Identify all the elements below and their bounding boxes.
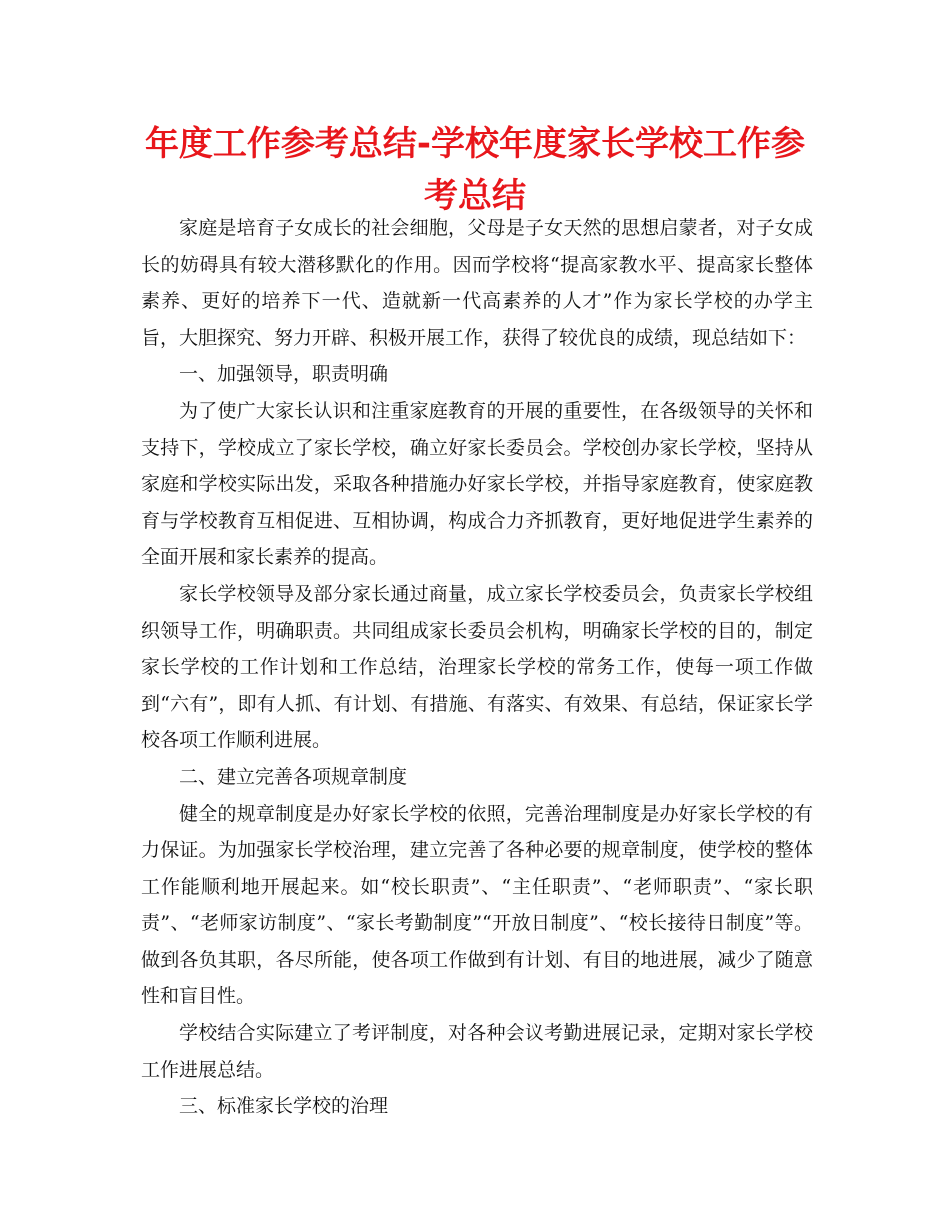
document-title: 年度工作参考总结-学校年度家长学校工作参考总结 xyxy=(144,124,806,216)
section-heading-1: 一、加强领导，职责明确 xyxy=(179,363,389,386)
section-heading-3: 三、标准家长学校的治理 xyxy=(179,1095,389,1118)
paragraph: 健全的规章制度是办好家长学校的依照，完善治理制度是办好家长学校的有力保证。为加强家长学校治理，建立完善了各种必要的规章制度，使学校的整体工作能顺利地开展起来。如“校长职责”、“主任职责”、“老师职责”、“家长职责”、“老师家访制度”、“家长考勤制度”“开放日制度”、“校长接待日制度”等。做到各负其职，各尽所能，使各项工作做到有计划、有目的地进展，减少了随意性和盲目性。 xyxy=(141,802,813,1008)
paragraph: 为了使广大家长认识和注重家庭教育的开展的重要性，在各级领导的关怀和支持下，学校成立了家长学校，确立好家长委员会。学校创办家长学校，坚持从家庭和学校实际出发，采取各种措施办好家长学校，并指导家庭教育，使家庭教育与学校教育互相促进、互相协调，构成合力齐抓教育，更好地促进学生素养的全面开展和家长素养的提高。 xyxy=(141,399,813,569)
paragraph: 学校结合实际建立了考评制度，对各种会议考勤进展记录，定期对家长学校工作进展总结。 xyxy=(141,1022,813,1081)
paragraph: 家长学校领导及部分家长通过商量，成立家长学校委员会，负责家长学校组织领导工作，明确职责。共同组成家长委员会机构，明确家长学校的目的，制定家长学校的工作计划和工作总结，治理家长学校的常务工作，使每一项工作做到“六有”，即有人抓、有计划、有措施、有落实、有效果、有总结，保证家长学校各项工作顺利进展。 xyxy=(141,582,813,752)
section-heading-2: 二、建立完善各项规章制度 xyxy=(179,765,408,788)
document-body xyxy=(141,210,813,1125)
paragraph-intro: 家庭是培育子女成长的社会细胞，父母是子女天然的思想启蒙者，对子女成长的妨碍具有较大潜移默化的作用。因而学校将“提高家教水平、提高家长整体素养、更好的培养下一代、造就新一代高素养的人才”作为家长学校的办学主旨，大胆探究、努力开辟、积极开展工作，获得了较优良的成绩，现总结如下： xyxy=(141,217,813,349)
